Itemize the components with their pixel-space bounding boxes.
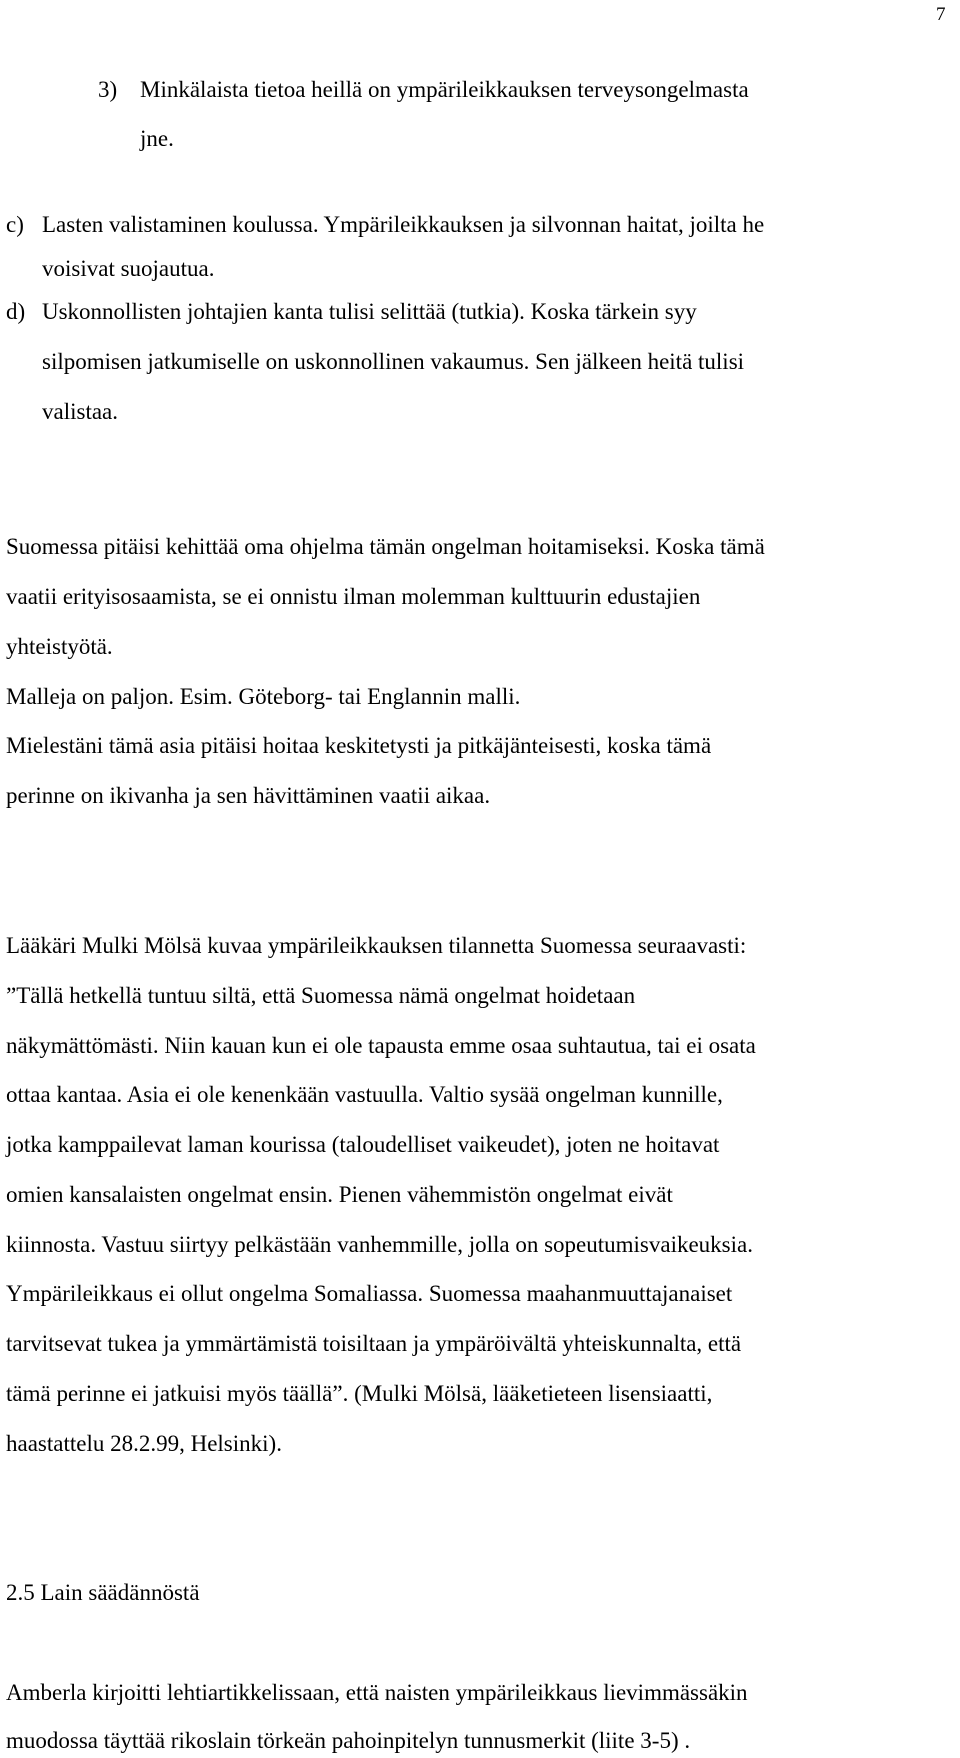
paragraph-line: Amberla kirjoitti lehtiartikkelissaan, että naisten ympärileikkaus lievimmässäkin: [6, 1680, 748, 1705]
paragraph-line: vaatii erityisosaamista, se ei onnistu ilman molemman kulttuurin edustajien: [6, 584, 701, 609]
paragraph-line: muodossa täyttää rikoslain törkeän pahoinpitelyn tunnusmerkit (liite 3-5) .: [6, 1728, 691, 1753]
list-item-label: d): [6, 299, 26, 324]
list-item-text: silpomisen jatkumiselle on uskonnollinen vakaumus. Sen jälkeen heitä tulisi: [42, 349, 745, 374]
list-item-text: jne.: [140, 126, 174, 151]
paragraph-line: Malleja on paljon. Esim. Göteborg- tai Englannin malli.: [6, 684, 521, 709]
paragraph-line: ”Tällä hetkellä tuntuu siltä, että Suomessa nämä ongelmat hoidetaan: [6, 983, 636, 1008]
paragraph-line: jotka kamppailevat laman kourissa (taloudelliset vaikeudet), joten ne hoitavat: [6, 1132, 720, 1157]
paragraph-line: tarvitsevat tukea ja ymmärtämistä toisiltaan ja ympäröivältä yhteiskunnalta, että: [6, 1331, 742, 1356]
paragraph-line: Mielestäni tämä asia pitäisi hoitaa keskitetysti ja pitkäjänteisesti, koska tämä: [6, 733, 712, 758]
list-item-text: Lasten valistaminen koulussa. Ympärileikkauksen ja silvonnan haitat, joilta he: [42, 212, 765, 237]
paragraph-line: näkymättömästi. Niin kauan kun ei ole tapausta emme osaa suhtautua, tai ei osata: [6, 1033, 756, 1058]
list-item-label: 3): [98, 77, 118, 102]
paragraph-line: ottaa kantaa. Asia ei ole kenenkään vastuulla. Valtio sysää ongelman kunnille,: [6, 1082, 723, 1107]
paragraph-line: tämä perinne ei jatkuisi myös täällä”. (Mulki Mölsä, lääketieteen lisensiaatti,: [6, 1381, 713, 1406]
paragraph-line: Suomessa pitäisi kehittää oma ohjelma tämän ongelman hoitamiseksi. Koska tämä: [6, 534, 765, 559]
paragraph-line: haastattelu 28.2.99, Helsinki).: [6, 1431, 282, 1456]
paragraph-line: Ympärileikkaus ei ollut ongelma Somaliassa. Suomessa maahanmuuttajanaiset: [6, 1281, 733, 1306]
list-item-text: valistaa.: [42, 399, 118, 424]
page-number: 7: [936, 4, 946, 25]
paragraph-line: omien kansalaisten ongelmat ensin. Pienen vähemmistön ongelmat eivät: [6, 1182, 673, 1207]
list-item-label: c): [6, 212, 24, 237]
paragraph-line: kiinnosta. Vastuu siirtyy pelkästään vanhemmille, jolla on sopeutumisvaikeuksia.: [6, 1232, 753, 1257]
section-heading: 2.5 Lain säädännöstä: [6, 1580, 200, 1605]
paragraph-line: perinne on ikivanha ja sen hävittäminen vaatii aikaa.: [6, 783, 491, 808]
paragraph-line: Lääkäri Mulki Mölsä kuvaa ympärileikkauksen tilannetta Suomessa seuraavasti:: [6, 933, 747, 958]
list-item-text: Minkälaista tietoa heillä on ympärileikkauksen terveysongelmasta: [140, 77, 749, 102]
paragraph-line: yhteistyötä.: [6, 634, 113, 659]
list-item-text: Uskonnollisten johtajien kanta tulisi selittää (tutkia). Koska tärkein syy: [42, 299, 697, 324]
list-item-text: voisivat suojautua.: [42, 256, 215, 281]
